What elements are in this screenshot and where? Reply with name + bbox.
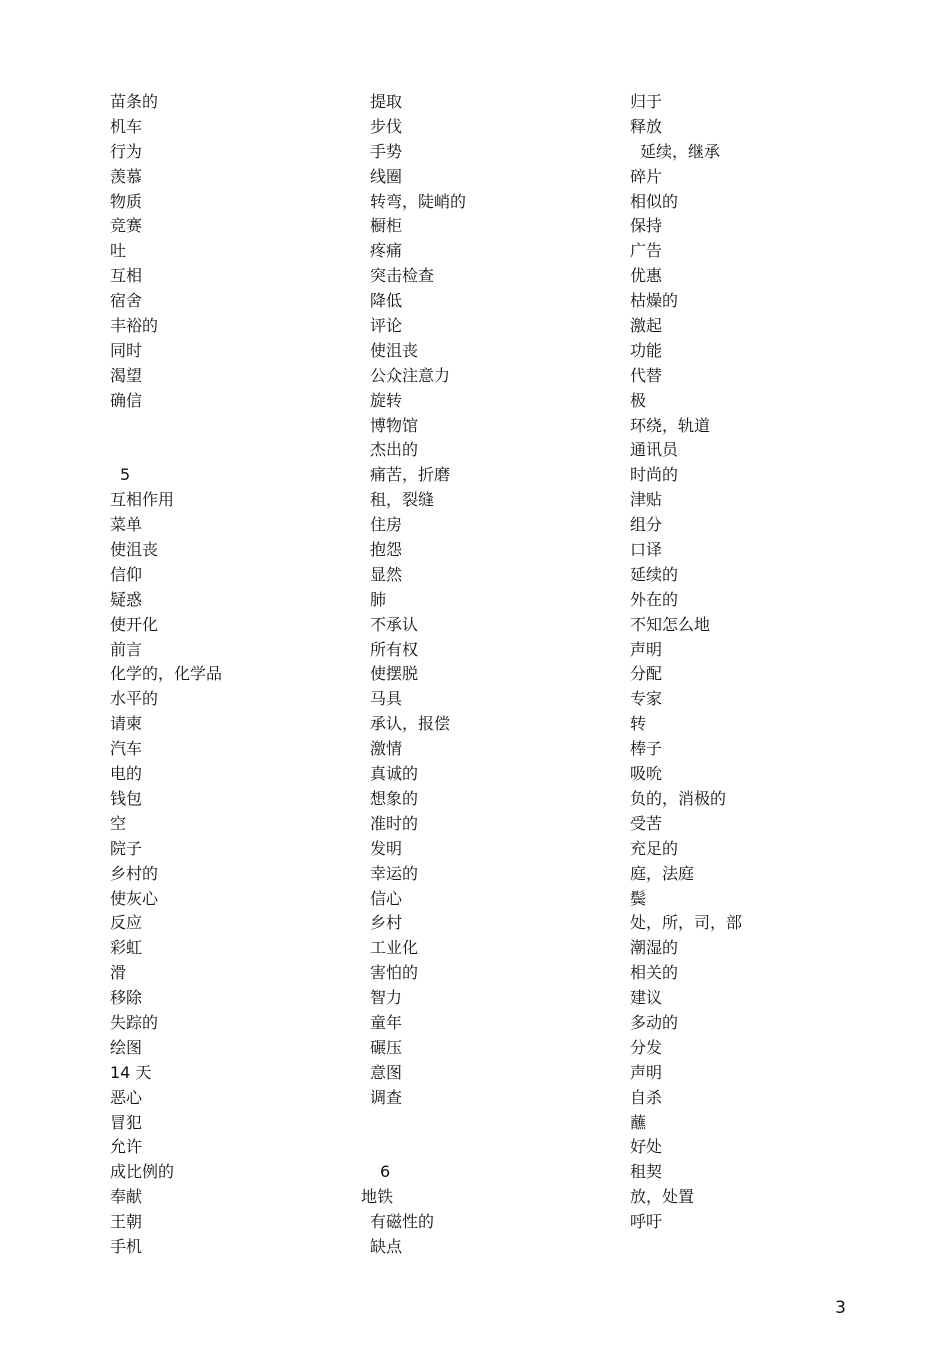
vocab-entry: 吸吮	[630, 764, 663, 784]
vocab-entry: 菜单	[110, 515, 143, 535]
vocab-entry: 移除	[110, 988, 143, 1008]
vocab-entry: 化学的，化学品	[110, 664, 223, 684]
vocab-entry: 租契	[630, 1162, 663, 1182]
vocab-entry: 汽车	[110, 739, 143, 759]
vocab-entry: 信心	[370, 888, 403, 908]
vocab-entry: 极	[630, 390, 647, 410]
blank-line	[110, 438, 350, 463]
vocab-entry: 公众注意力	[370, 365, 451, 385]
vocab-entry: 转弯，陡峭的	[370, 191, 467, 211]
vocab-entry: 14 天	[110, 1062, 152, 1082]
vocab-column-3	[630, 90, 870, 1235]
vocab-entry: 归于	[630, 92, 663, 111]
vocab-entry: 专家	[630, 689, 663, 709]
vocab-entry: 手机	[110, 1236, 143, 1256]
vocab-entry: 水平的	[110, 689, 159, 709]
vocab-entry: 使摆脱	[370, 664, 419, 684]
vocab-entry: 承认，报偿	[370, 714, 451, 734]
vocab-entry: 好处	[630, 1137, 663, 1157]
vocab-entry: 幸运的	[370, 863, 419, 883]
vocab-entry: 痛苦，折磨	[370, 465, 451, 485]
vocab-entry: 租，裂缝	[370, 490, 435, 510]
vocab-entry: 使沮丧	[110, 540, 159, 560]
vocab-entry: 羡慕	[110, 166, 143, 186]
vocab-entry: 功能	[630, 340, 663, 360]
page-number: 3	[835, 1298, 846, 1318]
vocab-entry: 声明	[630, 1062, 663, 1082]
vocab-entry: 住房	[370, 515, 403, 535]
vocab-entry: 请柬	[110, 714, 143, 734]
vocab-entry: 不承认	[370, 614, 419, 634]
vocab-entry: 蘸	[630, 1112, 647, 1132]
vocab-entry: 恶心	[110, 1087, 143, 1107]
vocab-entry: 乡村	[370, 913, 403, 933]
vocab-entry: 多动的	[630, 1012, 679, 1032]
vocab-entry: 转	[630, 714, 647, 734]
vocab-entry: 互相	[110, 266, 143, 286]
vocab-entry: 潮湿的	[630, 938, 679, 958]
vocab-entry: 彩虹	[110, 938, 143, 958]
vocab-entry: 显然	[370, 564, 403, 584]
vocab-entry: 释放	[630, 116, 663, 136]
vocab-entry: 地铁	[361, 1187, 394, 1207]
vocab-entry: 保持	[630, 216, 663, 236]
vocab-entry: 失踪的	[110, 1012, 159, 1032]
vocab-entry: 手势	[370, 141, 403, 161]
vocab-entry: 延续，继承	[640, 141, 721, 161]
vocab-entry: 呼吁	[630, 1212, 663, 1232]
vocab-entry: 津贴	[630, 490, 663, 510]
vocab-entry: 机车	[110, 116, 143, 136]
vocab-entry: 建议	[630, 988, 663, 1008]
vocab-entry: 碎片	[630, 166, 663, 186]
vocab-entry: 时尚的	[630, 465, 679, 485]
vocab-entry: 提取	[370, 92, 403, 111]
vocab-entry: 调查	[370, 1087, 403, 1107]
vocab-entry: 电的	[110, 764, 143, 784]
vocab-entry: 缺点	[370, 1236, 403, 1256]
vocab-entry: 乡村的	[110, 863, 159, 883]
vocab-entry: 竞赛	[110, 216, 143, 236]
vocab-column-2	[361, 90, 610, 1260]
vocab-entry: 庭，法庭	[630, 863, 695, 883]
vocab-entry: 橱柜	[370, 216, 403, 236]
vocab-entry: 真诚的	[370, 764, 419, 784]
vocab-entry: 疑惑	[110, 589, 143, 609]
section-number: 5	[120, 465, 131, 485]
vocab-entry: 前言	[110, 639, 143, 659]
vocab-entry: 不知怎么地	[630, 614, 711, 634]
vocab-entry: 疼痛	[370, 241, 403, 261]
vocab-entry: 准时的	[370, 813, 419, 833]
vocab-entry: 工业化	[370, 938, 419, 958]
vocab-entry: 智力	[370, 988, 403, 1008]
vocab-entry: 想象的	[370, 788, 419, 808]
blank-line	[370, 1111, 610, 1136]
vocab-entry: 组分	[630, 515, 663, 535]
vocab-entry: 反应	[110, 913, 143, 933]
vocab-entry: 优惠	[630, 266, 663, 286]
vocab-entry: 互相作用	[110, 490, 175, 510]
vocab-entry: 意图	[370, 1062, 403, 1082]
vocab-entry: 物质	[110, 191, 143, 211]
vocab-entry: 行为	[110, 141, 143, 161]
vocab-entry: 害怕的	[370, 963, 419, 983]
vocab-entry: 使沮丧	[370, 340, 419, 360]
vocab-entry: 声明	[630, 639, 663, 659]
vocab-entry: 冒犯	[110, 1112, 143, 1132]
vocab-entry: 成比例的	[110, 1162, 175, 1182]
vocab-entry: 杰出的	[370, 440, 419, 460]
vocab-entry: 院子	[110, 838, 143, 858]
vocab-entry: 渴望	[110, 365, 143, 385]
vocab-entry: 肺	[370, 589, 387, 609]
vocab-entry: 相似的	[630, 191, 679, 211]
vocab-entry: 滑	[110, 963, 127, 983]
vocab-entry: 丰裕的	[110, 316, 159, 336]
vocab-entry: 抱怨	[370, 540, 403, 560]
vocab-entry: 碾压	[370, 1037, 403, 1057]
section-number: 6	[380, 1162, 391, 1182]
vocab-entry: 鬓	[630, 888, 647, 908]
vocab-entry: 自杀	[630, 1087, 663, 1107]
vocab-entry: 有磁性的	[370, 1212, 435, 1232]
vocab-entry: 允许	[110, 1137, 143, 1157]
vocab-entry: 线圈	[370, 166, 403, 186]
vocab-entry: 确信	[110, 390, 143, 410]
vocab-entry: 所有权	[370, 639, 419, 659]
vocab-entry: 空	[110, 813, 127, 833]
vocab-entry: 放，处置	[630, 1187, 695, 1207]
vocab-entry: 枯燥的	[630, 291, 679, 311]
vocab-entry: 充足的	[630, 838, 679, 858]
vocab-entry: 奉献	[110, 1187, 143, 1207]
blank-line	[110, 414, 350, 439]
vocab-entry: 童年	[370, 1012, 403, 1032]
vocab-entry: 钱包	[110, 788, 143, 808]
vocab-entry: 信仰	[110, 564, 143, 584]
vocab-entry: 处，所，司，部	[630, 913, 743, 933]
vocab-entry: 同时	[110, 340, 143, 360]
vocab-entry: 使开化	[110, 614, 159, 634]
vocab-entry: 博物馆	[370, 415, 419, 435]
vocab-entry: 广告	[630, 241, 663, 261]
vocab-entry: 通讯员	[630, 440, 679, 460]
vocab-entry: 口译	[630, 540, 663, 560]
vocab-entry: 马具	[370, 689, 403, 709]
vocab-entry: 相关的	[630, 963, 679, 983]
vocab-entry: 棒子	[630, 739, 663, 759]
vocab-entry: 激情	[370, 739, 403, 759]
vocab-entry: 步伐	[370, 116, 403, 136]
vocab-entry: 吐	[110, 241, 127, 261]
vocab-entry: 激起	[630, 316, 663, 336]
vocab-entry: 外在的	[630, 589, 679, 609]
vocab-entry: 突击检查	[370, 266, 435, 286]
vocab-entry: 延续的	[630, 564, 679, 584]
vocab-entry: 宿舍	[110, 291, 143, 311]
vocab-entry: 负的，消极的	[630, 788, 727, 808]
vocab-entry: 降低	[370, 291, 403, 311]
vocab-entry: 分发	[630, 1037, 663, 1057]
vocab-entry: 环绕，轨道	[630, 415, 711, 435]
vocab-entry: 王朝	[110, 1212, 143, 1232]
vocab-entry: 分配	[630, 664, 663, 684]
vocab-column-1	[110, 90, 350, 1260]
vocab-entry: 代替	[630, 365, 663, 385]
vocab-entry: 受苦	[630, 813, 663, 833]
vocab-entry: 绘图	[110, 1037, 143, 1057]
vocab-entry: 发明	[370, 838, 403, 858]
vocab-entry: 苗条的	[110, 92, 159, 111]
vocab-entry: 旋转	[370, 390, 403, 410]
blank-line	[370, 1135, 610, 1160]
vocab-entry: 使灰心	[110, 888, 159, 908]
vocab-entry: 评论	[370, 316, 403, 336]
